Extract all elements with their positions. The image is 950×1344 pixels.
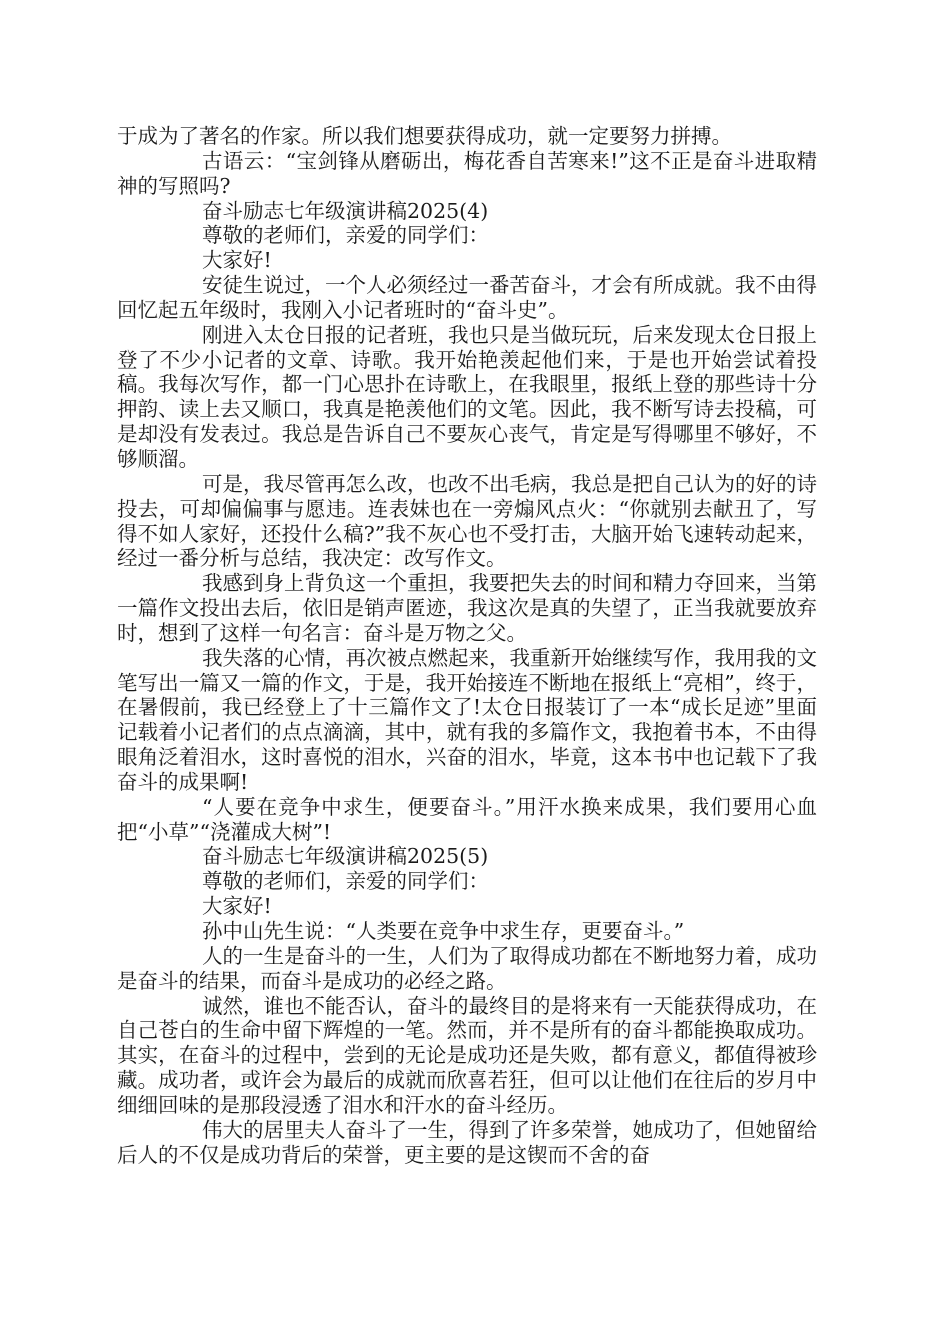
salutation: 尊敬的老师们，亲爱的同学们： [202,869,489,894]
paragraph: 可是，我尽管再怎么改，也改不出毛病，我总是把自己认为的好的诗投去，可却偏偏事与愿违。连表妹也在一旁煽风点火：“你就别去献丑了，写得不如人家好，还投什么稿?”我不灰心也不受打击，大脑开始飞速转动起来，经过一番分析与总结，我决定：改写作文。 [117,471,817,571]
speech-heading: 奋斗励志七年级演讲稿2025(4) [202,198,489,223]
paragraph: 人的一生是奋斗的一生，人们为了取得成功都在不断地努力着，成功是奋斗的结果，而奋斗是成功的必经之路。 [117,943,817,993]
salutation: 尊敬的老师们，亲爱的同学们： [202,223,489,248]
paragraph: 刚进入太仓日报的记者班，我也只是当做玩玩，后来发现太仓日报上登了不少小记者的文章、诗歌。我开始艳羡起他们来，于是也开始尝试着投稿。我每次写作，都一门心思扑在诗歌上，在我眼里，报纸上登的那些诗十分押韵、读上去又顺口，我真是艳羡他们的文笔。因此，我不断写诗去投稿，可是却没有发表过。我总是告诉自己不要灰心丧气，肯定是写得哪里不够好，不够顺溜。 [117,322,817,471]
quote-line: 孙中山先生说：“人类要在竞争中求生存，更要奋斗。” [202,919,685,943]
paragraph: 古语云：“宝剑锋从磨砺出，梅花香自苦寒来!”这不正是奋斗进取精神的写照吗? [117,148,817,198]
paragraph: 安徒生说过，一个人必须经过一番苦奋斗，才会有所成就。我不由得回忆起五年级时，我刚入小记者班时的“奋斗史”。 [117,273,817,322]
paragraph: 我感到身上背负这一个重担，我要把失去的时间和精力夺回来，当第一篇作文投出去后，依旧是销声匿迹，我这次是真的失望了，正当我就要放弃时，想到了这样一句名言：奋斗是万物之父。 [117,571,817,645]
greeting: 大家好! [202,894,272,919]
speech-heading: 奋斗励志七年级演讲稿2025(5) [202,844,489,869]
paragraph: “人要在竞争中求生，便要奋斗。”用汗水换来成果，我们要用心血把“小草”“浇灌成大树”! [117,794,817,844]
paragraph: 我失落的心情，再次被点燃起来，我重新开始继续写作，我用我的文笔写出一篇又一篇的作文，于是，我开始接连不断地在报纸上“亮相”，终于，在暑假前，我已经登上了十三篇作文了!太仓日报装订了一本“成长足迹”里面记载着小记者们的点点滴滴，其中，就有我的多篇作文，我抱着书本，不由得眼角泛着泪水，这时喜悦的泪水，兴奋的泪水，毕竟，这本书中也记载下了我奋斗的成果啊! [117,645,817,794]
paragraph: 诚然，谁也不能否认，奋斗的最终目的是将来有一天能获得成功，在自己苍白的生命中留下辉煌的一笔。然而，并不是所有的奋斗都能换取成功。其实，在奋斗的过程中，尝到的无论是成功还是失败，都有意义，都值得被珍藏。成功者，或许会为最后的成就而欣喜若狂，但可以让他们在往后的岁月中细细回味的是那段浸透了泪水和汗水的奋斗经历。 [117,993,817,1117]
paragraph: 伟大的居里夫人奋斗了一生，得到了许多荣誉，她成功了，但她留给后人的不仅是成功背后的荣誉，更主要的是这锲而不舍的奋 [117,1117,817,1167]
document-body [117,124,817,1167]
paragraph: 于成为了著名的作家。所以我们想要获得成功，就一定要努力拼搏。 [117,124,732,148]
greeting: 大家好! [202,248,272,273]
